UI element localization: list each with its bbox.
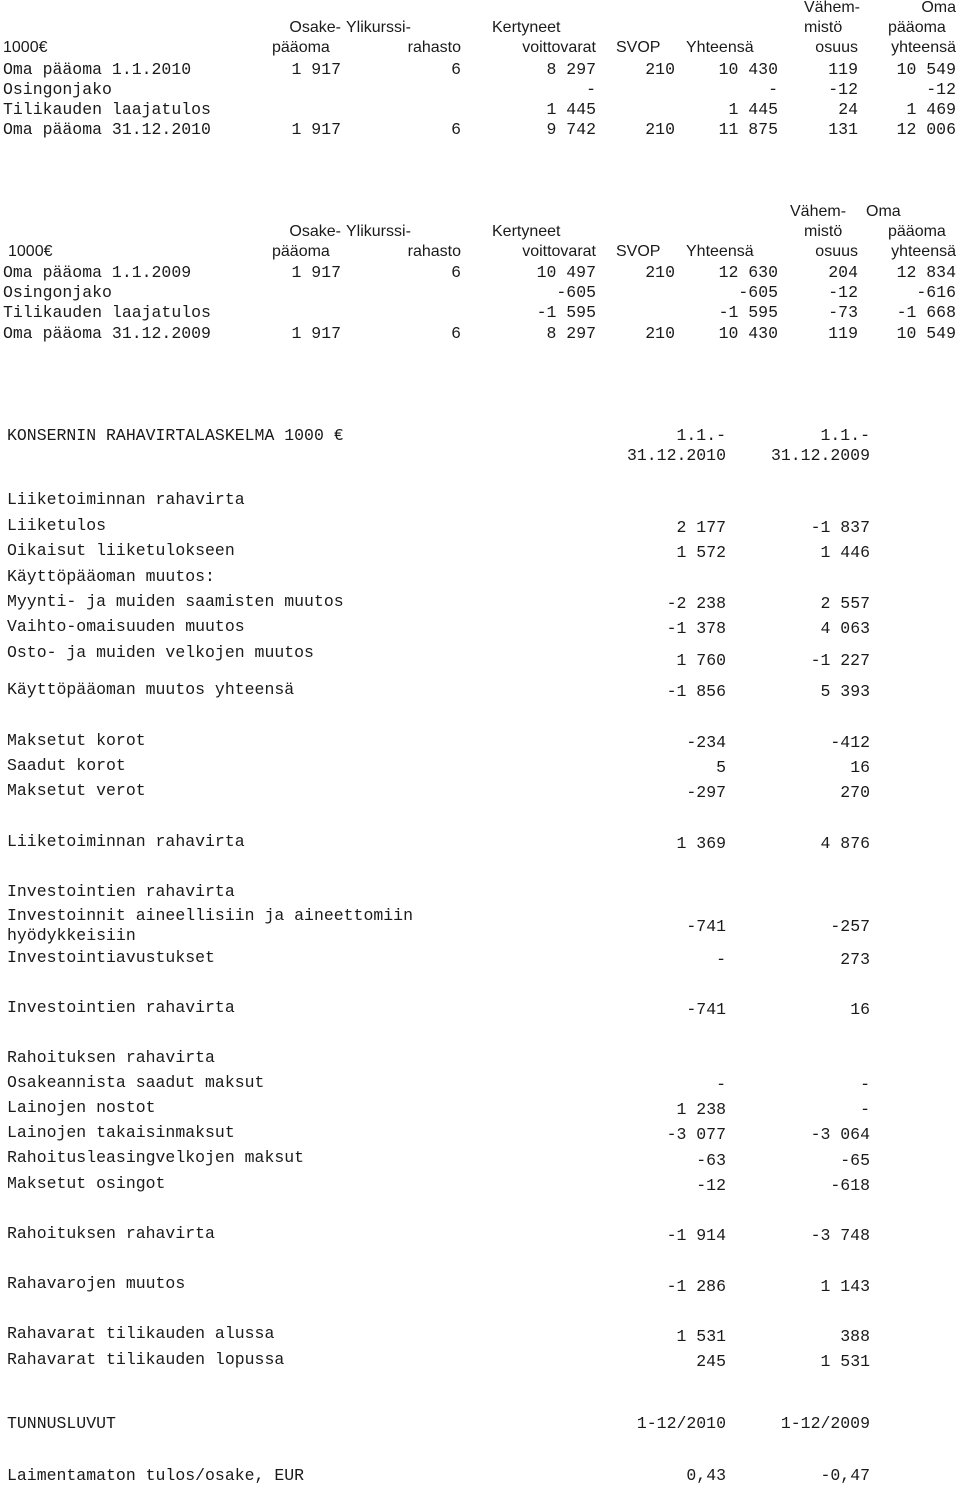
- cell-vahem: -73: [828, 303, 858, 322]
- cell-svop: 210: [645, 263, 675, 282]
- cell-yhteensa: 12 630: [718, 263, 778, 282]
- cashflow-row-label-continued: hyödykkeisiin: [7, 926, 136, 945]
- cell-osake: 1 917: [291, 263, 341, 282]
- header-unit: 1000€: [8, 243, 53, 260]
- header-unit: 1000€: [3, 39, 48, 56]
- header-ylikurssi-line1: Ylikurssi-: [346, 19, 411, 36]
- cell-svop: 210: [645, 60, 675, 79]
- header-vahem-line1: Vähem-: [790, 203, 847, 220]
- header-svop: SVOP: [616, 243, 661, 260]
- cashflow-row-label: Lainojen takaisinmaksut: [7, 1123, 235, 1142]
- cashflow-value-2009: 273: [840, 950, 870, 969]
- cashflow-value-2009: 16: [850, 1000, 870, 1019]
- header-oma-line2: pääoma: [888, 19, 946, 36]
- cell-kertyneet: 9 742: [546, 120, 596, 139]
- cell-osake: 1 917: [291, 120, 341, 139]
- cashflow-value-2009: 2 557: [820, 594, 870, 613]
- header-kertyneet-line2: voittovarat: [522, 39, 596, 56]
- cashflow-value-2010: -234: [686, 733, 726, 752]
- cashflow-row-label: Maksetut verot: [7, 781, 146, 800]
- cashflow-value-2009: 4 876: [820, 834, 870, 853]
- cashflow-value-2010: 1 572: [676, 543, 726, 562]
- cashflow-value-2009: 4 063: [820, 619, 870, 638]
- cell-yhteensa: -1 595: [718, 303, 778, 322]
- cashflow-value-2009: 270: [840, 783, 870, 802]
- cashflow-value-2009: 1 143: [820, 1277, 870, 1296]
- cashflow-value-2009: -257: [830, 917, 870, 936]
- cashflow-value-2009: 5 393: [820, 682, 870, 701]
- header-kertyneet-line2: voittovarat: [522, 243, 596, 260]
- cashflow-value-2010: 1 369: [676, 834, 726, 853]
- cell-yhteensa: 1 445: [728, 100, 778, 119]
- cashflow-row-label: Oikaisut liiketulokseen: [7, 541, 235, 560]
- cell-yhteensa: 10 430: [718, 324, 778, 343]
- cashflow-row-label: Liiketoiminnan rahavirta: [7, 490, 245, 509]
- cashflow-row-label: Myynti- ja muiden saamisten muutos: [7, 592, 344, 611]
- cashflow-value-2009: -1 227: [810, 651, 870, 670]
- kpi-row-label: Laimentamaton tulos/osake, EUR: [7, 1466, 305, 1485]
- cashflow-value-2009: -3 064: [810, 1125, 870, 1144]
- cashflow-row-label: Rahavarat tilikauden lopussa: [7, 1350, 285, 1369]
- cashflow-row-label: Rahoitusleasingvelkojen maksut: [7, 1148, 305, 1167]
- cashflow-value-2009: 16: [850, 758, 870, 777]
- cashflow-row-label: Saadut korot: [7, 756, 126, 775]
- header-ylikurssi-line1: Ylikurssi-: [346, 223, 411, 240]
- row-label: Osingonjako: [3, 283, 112, 302]
- cashflow-col2-line1: 1.1.-: [820, 426, 870, 445]
- cashflow-row-label: Käyttöpääoman muutos:: [7, 567, 215, 586]
- cashflow-value-2009: -: [860, 1100, 870, 1119]
- cell-yhteensa: -: [768, 80, 778, 99]
- cell-yhteensa: 11 875: [718, 120, 778, 139]
- header-kertyneet-line1: Kertyneet: [492, 19, 561, 36]
- header-osake-line2: pääoma: [272, 243, 330, 260]
- cell-vahem: 119: [828, 60, 858, 79]
- header-svop: SVOP: [616, 39, 661, 56]
- cashflow-row-label: Lainojen nostot: [7, 1098, 156, 1117]
- row-label: Osingonjako: [3, 80, 112, 99]
- cashflow-row-label: Liiketoiminnan rahavirta: [7, 832, 245, 851]
- kpi-value-2009: -0,47: [820, 1466, 870, 1485]
- cashflow-value-2010: -: [716, 1075, 726, 1094]
- cell-oma: 12 006: [896, 120, 956, 139]
- row-label: Oma pääoma 1.1.2009: [3, 263, 192, 282]
- cell-kertyneet: 1 445: [546, 100, 596, 119]
- cashflow-row-label: Rahavarojen muutos: [7, 1274, 186, 1293]
- cell-vahem: -12: [828, 283, 858, 302]
- cashflow-row-label: Osakeannista saadut maksut: [7, 1073, 265, 1092]
- header-osake-line2: pääoma: [272, 39, 330, 56]
- cell-oma: 10 549: [896, 324, 956, 343]
- cashflow-value-2010: -3 077: [666, 1125, 726, 1144]
- cell-vahem: -12: [828, 80, 858, 99]
- cell-ylikurssi: 6: [451, 263, 461, 282]
- cashflow-col2-line2: 31.12.2009: [770, 446, 870, 465]
- row-label: Tilikauden laajatulos: [3, 303, 211, 322]
- cashflow-value-2010: -12: [696, 1176, 726, 1195]
- cashflow-value-2010: -1 378: [666, 619, 726, 638]
- header-kertyneet-line1: Kertyneet: [492, 223, 561, 240]
- cashflow-value-2009: -412: [830, 733, 870, 752]
- cell-kertyneet: 8 297: [546, 60, 596, 79]
- cell-kertyneet: -: [586, 80, 596, 99]
- cell-svop: 210: [645, 120, 675, 139]
- cashflow-title: KONSERNIN RAHAVIRTALASKELMA 1000 €: [7, 426, 344, 445]
- row-label: Oma pääoma 31.12.2009: [3, 324, 211, 343]
- cashflow-row-label: Rahoituksen rahavirta: [7, 1224, 215, 1243]
- header-vahem-line3: osuus: [815, 243, 858, 260]
- cell-kertyneet: 8 297: [546, 324, 596, 343]
- cashflow-value-2009: -65: [840, 1151, 870, 1170]
- cell-oma: -616: [916, 283, 956, 302]
- header-vahem-line1: Vähem-: [803, 0, 860, 16]
- cell-oma: 10 549: [896, 60, 956, 79]
- cashflow-row-label: Investointiavustukset: [7, 948, 215, 967]
- cell-osake: 1 917: [291, 324, 341, 343]
- kpi-col2: 1-12/2009: [780, 1414, 870, 1433]
- cell-kertyneet: -1 595: [536, 303, 596, 322]
- cashflow-row-label: Käyttöpääoman muutos yhteensä: [7, 680, 295, 699]
- cell-oma: 12 834: [896, 263, 956, 282]
- header-ylikurssi-line2: rahasto: [407, 39, 461, 56]
- header-vahem-line3: osuus: [815, 39, 858, 56]
- kpi-col1: 1-12/2010: [636, 1414, 726, 1433]
- cashflow-value-2009: -: [860, 1075, 870, 1094]
- header-ylikurssi-line2: rahasto: [407, 243, 461, 260]
- header-oma-line2: pääoma: [888, 223, 946, 240]
- cashflow-value-2010: -: [716, 950, 726, 969]
- header-osake-line1: Osake-: [289, 223, 341, 240]
- cell-yhteensa: 10 430: [718, 60, 778, 79]
- cashflow-row-label: Investointien rahavirta: [7, 882, 235, 901]
- cashflow-value-2010: -1 914: [666, 1226, 726, 1245]
- cell-oma: 1 469: [906, 100, 956, 119]
- header-yhteensa: Yhteensä: [686, 243, 754, 260]
- cell-yhteensa: -605: [738, 283, 778, 302]
- cashflow-value-2010: -741: [686, 1000, 726, 1019]
- cashflow-row-label: Liiketulos: [7, 516, 107, 535]
- row-label: Tilikauden laajatulos: [3, 100, 211, 119]
- cashflow-value-2010: -1 286: [666, 1277, 726, 1296]
- header-oma-line3: yhteensä: [891, 243, 956, 260]
- header-osake-line1: Osake-: [289, 19, 341, 36]
- header-oma-line3: yhteensä: [891, 39, 956, 56]
- cashflow-value-2010: 1 531: [676, 1327, 726, 1346]
- cashflow-value-2010: -63: [696, 1151, 726, 1170]
- cashflow-row-label: Investointien rahavirta: [7, 998, 235, 1017]
- cell-vahem: 131: [828, 120, 858, 139]
- cashflow-value-2009: 388: [840, 1327, 870, 1346]
- cell-ylikurssi: 6: [451, 324, 461, 343]
- cell-svop: 210: [645, 324, 675, 343]
- cashflow-row-label: Maksetut osingot: [7, 1174, 166, 1193]
- cashflow-col1-line1: 1.1.-: [676, 426, 726, 445]
- cashflow-value-2009: 1 446: [820, 543, 870, 562]
- cashflow-row-label: Vaihto-omaisuuden muutos: [7, 617, 245, 636]
- cashflow-value-2009: 1 531: [820, 1352, 870, 1371]
- cell-oma: -12: [926, 80, 956, 99]
- cashflow-value-2010: -2 238: [666, 594, 726, 613]
- cell-vahem: 24: [838, 100, 858, 119]
- header-oma-line1: Oma: [921, 0, 956, 16]
- cell-oma: -1 668: [896, 303, 956, 322]
- cell-vahem: 119: [828, 324, 858, 343]
- cell-ylikurssi: 6: [451, 60, 461, 79]
- kpi-title: TUNNUSLUVUT: [7, 1414, 116, 1433]
- cashflow-value-2010: 1 238: [676, 1100, 726, 1119]
- header-vahem-line2: mistö: [804, 19, 843, 36]
- header-yhteensa: Yhteensä: [686, 39, 754, 56]
- cashflow-row-label: Rahavarat tilikauden alussa: [7, 1324, 275, 1343]
- cashflow-value-2010: 5: [716, 758, 726, 777]
- row-label: Oma pääoma 31.12.2010: [3, 120, 211, 139]
- row-label: Oma pääoma 1.1.2010: [3, 60, 192, 79]
- cashflow-col1-line2: 31.12.2010: [626, 446, 726, 465]
- cashflow-value-2010: 245: [696, 1352, 726, 1371]
- cashflow-value-2009: -618: [830, 1176, 870, 1195]
- cashflow-value-2010: -741: [686, 917, 726, 936]
- cell-kertyneet: -605: [556, 283, 596, 302]
- cashflow-value-2009: -3 748: [810, 1226, 870, 1245]
- cashflow-value-2010: 1 760: [676, 651, 726, 670]
- cashflow-row-label: Osto- ja muiden velkojen muutos: [7, 643, 314, 662]
- cell-osake: 1 917: [291, 60, 341, 79]
- cashflow-row-label: Maksetut korot: [7, 731, 146, 750]
- cashflow-value-2010: -1 856: [666, 682, 726, 701]
- cashflow-row-label: Investoinnit aineellisiin ja aineettomiin: [7, 906, 413, 925]
- header-oma-line1: Oma: [866, 203, 901, 220]
- cell-vahem: 204: [828, 263, 858, 282]
- cashflow-value-2010: 2 177: [676, 518, 726, 537]
- cell-kertyneet: 10 497: [536, 263, 596, 282]
- cashflow-value-2009: -1 837: [810, 518, 870, 537]
- cell-ylikurssi: 6: [451, 120, 461, 139]
- cashflow-value-2010: -297: [686, 783, 726, 802]
- kpi-value-2010: 0,43: [686, 1466, 726, 1485]
- header-vahem-line2: mistö: [804, 223, 843, 240]
- cashflow-row-label: Rahoituksen rahavirta: [7, 1048, 215, 1067]
